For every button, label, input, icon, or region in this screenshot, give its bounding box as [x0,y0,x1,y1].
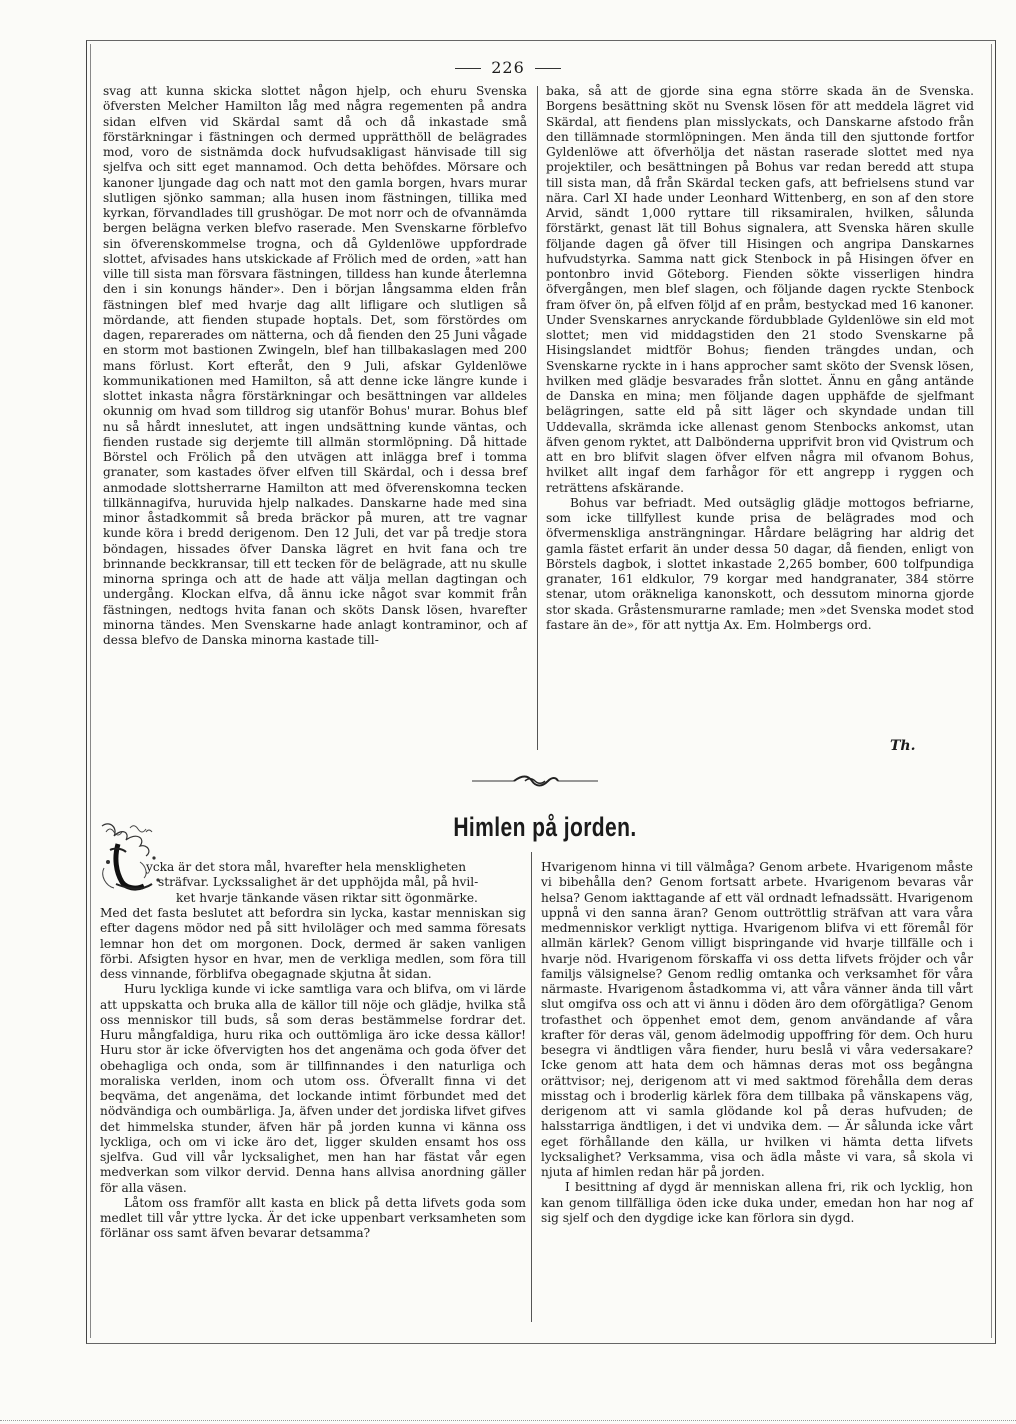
article2-column-divider [531,852,532,1322]
article2-left-paragraph: Låtom oss framför allt kasta en blick på detta lifvets goda som medlet till vår yttre lycka. Är det icke uppenbart verksamheten som förlänar oss samt äfven bevarar detsamma? [100,1195,526,1241]
article2-third-line: ket hvarje tänkande väsen riktar sitt ögonmärke. [176,890,478,905]
article2-dropcap-lines [100,860,526,906]
article2-left-paragraph: Huru lyckliga kunde vi icke samtliga vara och blifva, om vi lärde att uppskatta och bruka alla de källor till nöje och glädje, hvilka stå oss menniskor till buds, så som deras bestämmelse fordrar det. Huru mångfaldiga, huru rika och outtömliga äro icke dessa källor! Huru stor är icke öfvervigten hos det angenäma och goda öfver det obehagliga och onda, som är tillfinnandes i den naturliga och moraliska verlden, inom och utom oss. Öfverallt finna vi det beqväma, det angenäma, det lockande intimt förbundet med det nödvändiga och oumbärliga. Ja, äfven under det jordiska lifvet gifves det himmelska stunder, äfven här på jorden kunna vi känna oss lyckliga, och om vi icke äro det, ligger skulden ensamt hos oss sjelfva. Gud vill vår lycksalighet, men han har fästat vår egen medverkan som vilkor dervid. Denna hans allvisa anordning gäller för alla väsen. [100,982,526,1195]
article1-right-paragraph: baka, så att de gjorde sina egna större skada än de Svenska. Borgens besättning sköt nu Svensk lösen för att meddela lägret vid Skärdal, att fiendens plan misslyckats, och Danskarne afstodo från den tillämnade stormlöpningen. Men ända till den sjuttonde fortfor Gyldenlöwe att öfverhölja det nästan raserade slottet med nya projektiler, och besättningen på Bohus var redan beredd att stupa till sista man, då från Skärdal tecken gafs, att befrielsens stund var nära. Carl XI hade under Leonhard Wittenberg, en son af den store Arvid, sändt 1,000 ryttare till riksamiralen, hvilken, sålunda förstärkt, genast lät till Bohus signalera, att Svenska hären skulle följande dagen gå öfver till Hisingen och angripa Danskarnes hufvudstyrka. Samma natt gick Stenbock in på Hisingen öfver en pontonbro invid Göteborg. Fienden sökte visserligen hindra öfvergången, men blef slagen, och följande dagen ryckte Stenbock fram öfver ön, på elfven följd af en pråm, bestyckad med 16 kanoner. Under Svenskarnes anryckande fördubblade Gyldenlöwe sin eld mot slottet; men vid middagstiden den 21 stodo Svenskarne på Hisingslandet midtför Bohus; fienden trängdes undan, och Svenskarne ryckte in i hans approcher samt sköto der Svensk lösen, hvilken med glädje besvarades från slottet. Ännu en gång antände de Danska en mina; men följande dagen upphäfde de sjelfmant belägringen, satte eld på sitt läger och skyndade undan till Uddevalla, skrämda icke allenast genom Stenbocks ankomst, utan äfven genom ryktet, att Dalbönderna upprifvit bron vid Qvistrum och att en bro blifvit slagen öfver elfven några mil ofvanom Bohus, hvilket allt ingaf dem farhågor för ett angrepp i ryggen och reträttens afskärande. [546,84,974,495]
article1-right-paragraph: Bohus var befriadt. Med outsäglig glädje mottogos befriarne, som icke tillfyllest kunde prisa de belägrades mod och öfvermenskliga ansträngningar. Hårdare belägring har aldrig det gamla fästet erfarit än under dessa 50 dagar, då fienden, enligt von Börstels dagbok, i slottet inkastade 2,265 bomber, 600 tolfpundiga granater, 161 eldkulor, 79 korgar med handgranater, 384 större stenar, utom oräkneliga kanonskott, och dessutom minorna gjorde stor skada. Gråstensmurarne ramlade; men »det Svenska modet stod fastare än de», för att nyttja Ax. Em. Holmbergs ord. [546,495,974,632]
article2-right-paragraph: I besittning af dygd är menniskan allena fri, rik och lycklig, hon kan genom tillfälliga öden icke duka under, emedan hon har nog af sig sjelf och den dygdige icke kan förlora sin dygd. [541,1180,973,1225]
article2-left-paragraph: Med det fasta beslutet att befordra sin lycka, kastar menniskan sig efter dagens mödor ned på sitt hviloläger och med samma föresats lemnar hon det om morgonen. Dock, dermed är saken vanligen förbi. Afsigten hysor en hvar, men de verkliga medlen, som föra till dess vinnande, förblifva obegagnade skjutna åt sidan. [100,906,526,981]
article1-column-divider [537,86,538,750]
article1-signature: Th. [890,738,916,754]
page-number [0,58,1016,77]
article2-title: Himlen på jorden. [453,812,637,842]
bottom-edge-rule [0,1420,1016,1421]
page-number-text: 226 [491,58,525,77]
article1-left-paragraph: svag att kunna skicka slottet någon hjelp, och ehuru Svenska öfversten Melcher Hamilton låg med några regementen på andra sidan elfven vid Skärdal samt då och då inkastade små förstärkningar i fästningen och dermed upprätthöll de belägrades mod, voro de sistnämda dock hufvudsakligast hänvisade till sig sjelfva och sitt eget mannamod. Och detta behöfdes. Mörsare och kanoner ljungade dag och natt mot den gamla borgen, hvars murar slutligen sjönko samman; alla husen inom fästningen, tillika med kyrkan, förvandlades till grushögar. De mot norr och de ofvannämda bergen belägna verken blefvo raserade. Men Svenskarne förblefvo sin öfverenskommelse trogna, och då Gyldenlöwe uppfordrade slottet, afvisades hans utskickade af Frölich med de orden, »att han ville till sista man försvara fästningen, tilldess han kunde återlemna den i sin konungs händer». Den i början långsamma elden från fästningen blef med hvarje dag allt lifligare och slutligen så mördande, att fienden stupade hoptals. Det, som förstördes om dagen, reparerades om nätterna, och då fienden den 25 Juni vågade en storm mot bastionen Zwingeln, blef han tillbakaslagen med 200 mans förlust. Kort efteråt, den 9 Juli, afskar Gyldenlöwe kommunikationen med Hamilton, så att denne icke längre kunde i slottet inkasta några förstärkningar och besättningen var alldeles okunnig om hvad som tilldrog sig utanför Bohus' murar. Bohus blef nu så hårdt inneslutet, att ingen undsättning kunde väntas, och fienden rustade sig derjemte till allmän stormlöpning. Då hittade Börstel och Frölich på den utvägen att inlägga bref i tomma granater, som kastades öfver elfven till Skärdal, och i dessa bref anmodade slottsherrarne Hamilton att med öfverenskomna tecken tillkännagifva, huruvida hjelp nalkades. Danskarne hade med sina minor åstadkommit så breda bräckor på muren, att tre vagnar kunde köra i bredd derigenom. Den 12 Juli, det var på tredje stora böndagen, hissades öfver Danska lägret en hvit fana och tre brinnande beckkransar, till ett tecken för de belägrade, att nu skulle minorna springa och att de hade att välja mellan dagtingan och undergång. Klockan elfva, då ännu icke något svar kommit från fästningen, nedtogs hvita fanan och sköts Dansk lösen, hvarefter minorna tändes. Men Svenskarne hade anlagt kontraminor, och af dessa blefvo de Danska minorna kastade till- [103,84,527,647]
article1-right-column [546,84,974,736]
article1-left-column [103,84,527,756]
article2-right-column [541,860,973,1330]
article2-left-column [100,906,526,1330]
article2-second-line: sträfvar. Lyckssalighet är det upphöjda mål, på hvil- [158,875,479,890]
ornament-divider [470,774,600,788]
article2-first-line: ycka är det stora mål, hvarefter hela menskligheten [146,860,467,874]
article2-right-paragraph: Hvarigenom hinna vi till välmåga? Genom arbete. Hvarigenom måste vi bibehålla den? Genom fortsatt arbete. Hvarigenom bevaras vår helsa? Genom iakttagande af ett väl ordnadt lefnadssätt. Hvarigenom uppnå vi den sanna äran? Genom outtröttlig sträfvan att vara våra medmenniskor verkligt nyttiga. Hvarigenom blifva vi ett föremål för allmän kärlek? Genom villigt bispringande vid hvarje tillfälle och i hvarje nöd. Hvarigenom förskaffa vi oss detta lifvets fröjder och vår familjs välsignelse? Genom redlig omtanka och verksamhet för våra närmaste. Hvarigenom åstadkomma vi, att våra vänner ända till vårt slut omgifva oss och att vi ännu i döden äro dem oförgätliga? Genom trofasthet och öppenhet emot dem, genom användande af våra krafter för deras väl, genom ädelmodig uppoffring för dem. Och huru besegra vi ändtligen våra fiender, huru beslå vi våra vedersakare? Icke genom att hata dem och hämnas deras mot oss begångna orättvisor; nej, derigenom att vi med saktmod förehålla dem deras misstag och i broderlig kärlek föra dem tillbaka på vänskapens väg, derigenom att vi samla glödande kol på deras hufvuden; de halsstarriga ändtligen, i det vi undvika dem. — Är sålunda icke vårt eget förhållande den källa, ur hvilken vi hämta detta lifvets lycksalighet? Verksamma, visa och ädla måste vi vara, så skola vi njuta af himlen redan här på jorden. [541,860,973,1179]
